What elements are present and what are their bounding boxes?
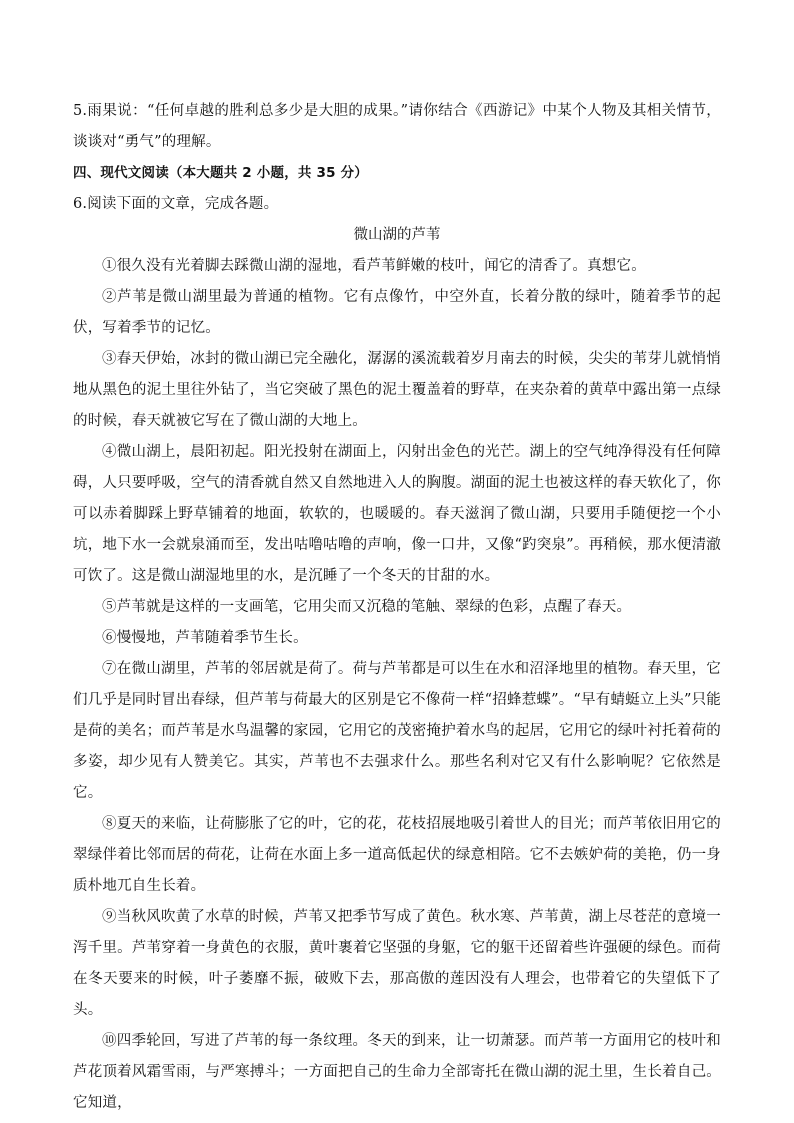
article-paragraph-7: ⑦在微山湖里，芦苇的邻居就是荷了。荷与芦苇都是可以生在水和沼泽地里的植物。春天里，它们几乎是同时冒出春绿，但芦苇与荷最大的区别是它不像荷一样“招蜂惹蝶”。“早有蜻蜓立上头”只能是荷的美名；而芦苇是水鸟温馨的家园，它用它的茂密掩护着水鸟的起居，它用它的绿叶衬托着荷的多姿，却少见有人赞美它。其实，芦苇也不去强求什么。那些名利对它又有什么影响呢？它依然是它。 — [73, 661, 721, 801]
question-5: 5.雨果说：“任何卓越的胜利总多少是大胆的成果。”请你结合《西游记》中某个人物及其相关情节，谈谈对“勇气”的理解。 — [73, 103, 721, 150]
article-paragraph-1: ①很久没有光着脚去踩微山湖的湿地，看芦苇鲜嫩的枝叶，闻它的清香了。真想它。 — [102, 258, 646, 274]
article-paragraph-8: ⑧夏天的来临，让荷膨胀了它的叶，它的花，花枝招展地吸引着世人的目光；而芦苇依旧用它的翠绿伴着比邻而居的荷花，让荷在水面上多一道高低起伏的绿意相陪。它不去嫉妒荷的美艳，仍一身质朴地兀自生长着。 — [73, 816, 721, 894]
question-6-instruction: 6.阅读下面的文章，完成各题。 — [73, 196, 279, 212]
article-paragraph-5: ⑤芦苇就是这样的一支画笔，它用尖而又沉稳的笔触、翠绿的色彩，点醒了春天。 — [102, 599, 632, 615]
exam-page — [73, 96, 721, 1119]
article-paragraph-10: ⑩四季轮回，写进了芦苇的每一条纹理。冬天的到来，让一切萧瑟。而芦苇一方面用它的枝叶和芦花顶着风霜雪雨，与严寒搏斗；一方面把自己的生命力全部寄托在微山湖的泥土里，生长着自己。它知道， — [73, 1033, 721, 1111]
article-paragraph-9: ⑨当秋风吹黄了水草的时候，芦苇又把季节写成了黄色。秋水寒、芦苇黄，湖上尽苍茫的意境一泻千里。芦苇穿着一身黄色的衣服，黄叶裹着它坚强的身躯，它的躯干还留着些许强硬的绿色。而荷在冬天要来的时候，叶子萎靡不振，破败下去，那高傲的莲因没有人理会，也带着它的失望低下了头。 — [73, 909, 721, 1018]
section-heading-modern-reading: 四、现代文阅读（本大题共 2 小题，共 35 分） — [73, 165, 368, 181]
article-paragraph-4: ④微山湖上，晨阳初起。阳光投射在湖面上，闪射出金色的光芒。湖上的空气纯净得没有任何障碍，人只要呼吸，空气的清香就自然又自然地进入人的胸腹。湖面的泥土也被这样的春天软化了，你可以赤着脚踩上野草铺着的地面，软软的，也暖暖的。春天滋润了微山湖，只要用手随便挖一个小坑，地下水一会就泉涌而至，发出咕噜咕噜的声响，像一口井，又像“趵突泉”。再稍候，那水便清澈可饮了。这是微山湖湿地里的水，是沉睡了一个冬天的甘甜的水。 — [73, 444, 721, 584]
article-paragraph-3: ③春天伊始，冰封的微山湖已完全融化，潺潺的溪流载着岁月南去的时候，尖尖的苇芽儿就悄悄地从黑色的泥土里往外钻了，当它突破了黑色的泥土覆盖着的野草，在夹杂着的黄草中露出第一点绿的时候，春天就被它写在了微山湖的大地上。 — [73, 351, 721, 429]
article-title: 微山湖的芦苇 — [353, 227, 441, 243]
article-paragraph-6: ⑥慢慢地，芦苇随着季节生长。 — [102, 630, 308, 646]
article-paragraph-2: ②芦苇是微山湖里最为普通的植物。它有点像竹，中空外直，长着分散的绿叶，随着季节的起伏，写着季节的记忆。 — [73, 289, 721, 336]
